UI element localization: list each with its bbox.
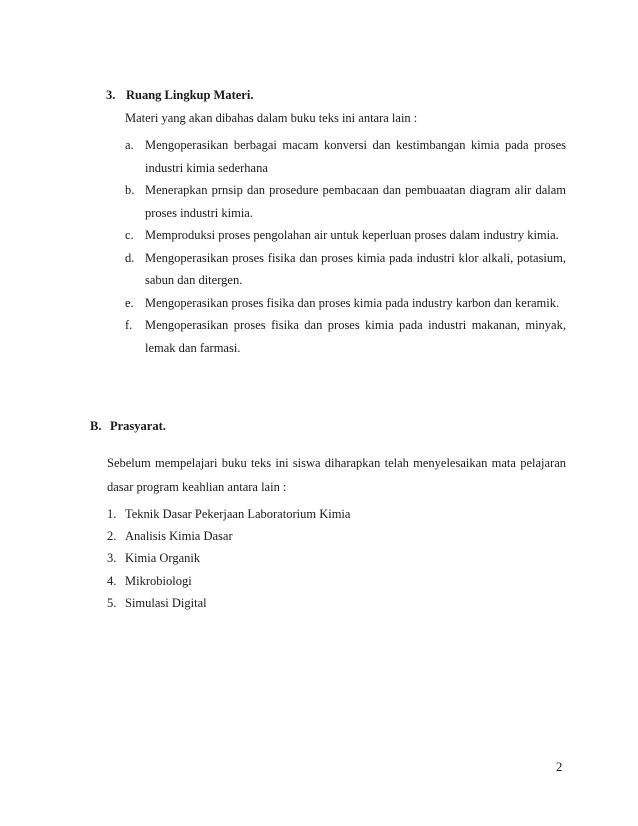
list-item-text: Mengoperasikan proses fisika dan proses kimia pada industry karbon dan keramik.	[145, 295, 560, 310]
list-item-text: Teknik Dasar Pekerjaan Laboratorium Kimia	[125, 507, 351, 521]
list-item	[106, 134, 566, 179]
section-3-intro: Materi yang akan dibahas dalam buku teks ini antara lain :	[125, 111, 418, 125]
list-item	[107, 525, 350, 547]
list-item	[106, 179, 566, 224]
list-item	[107, 592, 350, 614]
list-marker: 2.	[107, 529, 117, 544]
list-item	[106, 224, 566, 247]
list-item	[107, 570, 350, 592]
list-item-text: Menerapkan prnsip dan prosedure pembacaan dan pembuaatan diagram alir dalam proses industri kimia.	[145, 183, 566, 220]
list-marker: a.	[125, 138, 134, 152]
list-item-text: Analisis Kimia Dasar	[125, 529, 233, 544]
section-b-heading	[90, 419, 166, 434]
list-item-text: Simulasi Digital	[125, 595, 207, 610]
list-item	[106, 314, 566, 359]
section-3-heading	[106, 88, 253, 103]
list-item	[106, 292, 566, 315]
page-number: 2	[556, 760, 563, 774]
list-marker: b.	[125, 183, 135, 197]
section-b-paragraph: Sebelum mempelajari buku teks ini siswa diharapkan telah menyelesaikan mata pelajaran dasar program keahlian antara lain :	[107, 456, 566, 494]
list-item	[107, 547, 350, 569]
list-item-text: Mikrobiologi	[125, 573, 192, 588]
section-b-number: B.	[90, 419, 102, 433]
list-item-text: Mengoperasikan proses fisika dan proses kimia pada industri klor alkali, potasium, sabun dan ditergen.	[145, 250, 566, 287]
scope-list	[106, 134, 566, 359]
list-item-text: Memproduksi proses pengolahan air untuk keperluan proses dalam industry kimia.	[145, 228, 559, 242]
list-marker: 5.	[107, 595, 117, 610]
list-marker: f.	[125, 318, 133, 332]
list-marker: 1.	[107, 507, 117, 521]
list-marker: c.	[125, 228, 134, 242]
list-marker: d.	[125, 250, 135, 265]
section-b-title: Prasyarat.	[110, 419, 166, 433]
prerequisite-list	[107, 503, 350, 614]
list-item	[106, 247, 566, 292]
list-item	[107, 503, 350, 525]
section-3-number: 3.	[106, 88, 116, 102]
list-item-text: Mengoperasikan berbagai macam konversi dan kestimbangan kimia pada proses industri kimia sederhana	[145, 138, 566, 175]
list-item-text: Mengoperasikan proses fisika dan proses kimia pada industri makanan, minyak, lemak dan farmasi.	[145, 318, 566, 355]
list-marker: 4.	[107, 573, 117, 588]
section-3-title: Ruang Lingkup Materi.	[126, 88, 254, 102]
list-marker: e.	[125, 295, 134, 310]
list-item-text: Kimia Organik	[125, 551, 201, 566]
list-marker: 3.	[107, 551, 117, 566]
